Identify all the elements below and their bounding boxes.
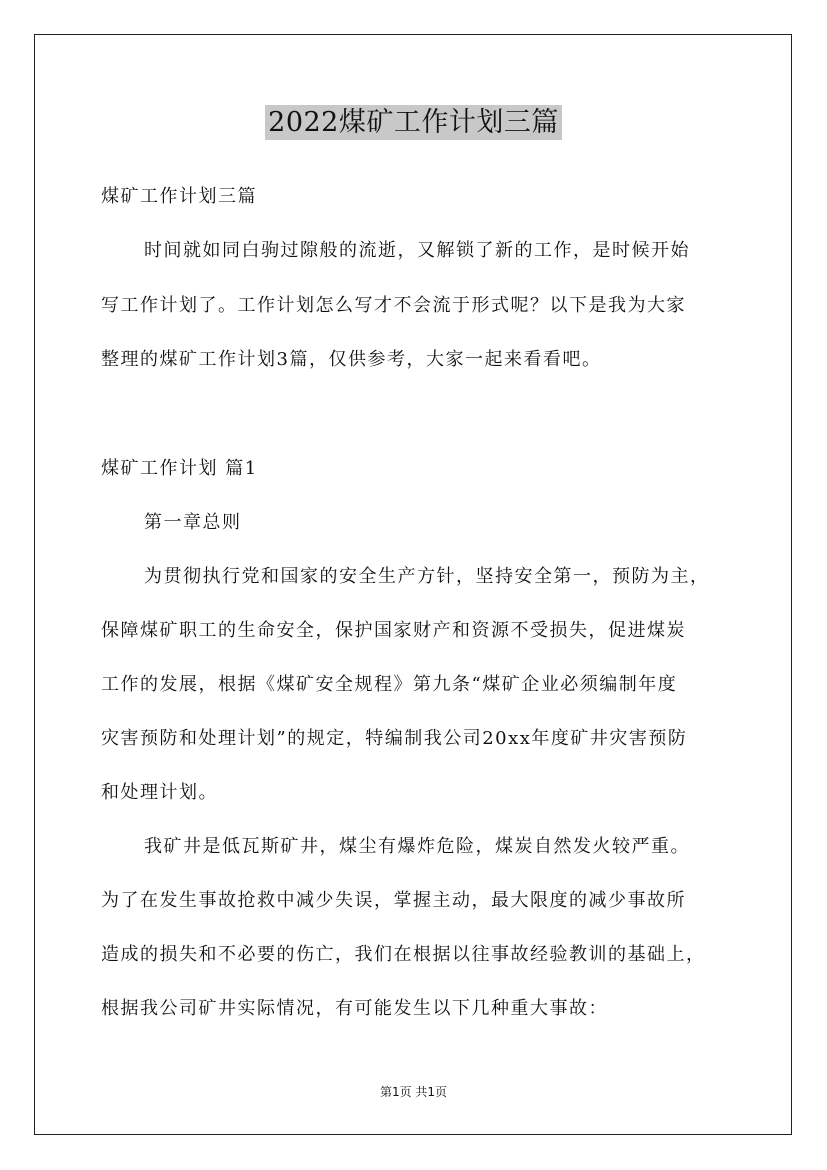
intro-line-3: 整理的煤矿工作计划3篇，仅供参考，大家一起来看看吧。 xyxy=(101,349,602,370)
para1-line-3: 工作的发展，根据《煤矿安全规程》第九条“煤矿企业必须编制年度 xyxy=(101,674,678,695)
para2-line-3: 造成的损失和不必要的伤亡，我们在根据以往事故经验教训的基础上， xyxy=(101,944,706,965)
para2-line-1: 我矿井是低瓦斯矿井，煤尘有爆炸危险，煤炭自然发火较严重。 xyxy=(144,836,690,857)
document-title: 2022煤矿工作计划三篇 xyxy=(265,105,562,140)
intro-line-2: 写工作计划了。工作计划怎么写才不会流于形式呢？以下是我为大家 xyxy=(101,295,686,316)
subtitle: 煤矿工作计划三篇 xyxy=(101,186,257,207)
section-heading: 煤矿工作计划 篇1 xyxy=(101,458,258,479)
para2-line-4: 根据我公司矿井实际情况，有可能发生以下几种重大事故： xyxy=(101,998,608,1019)
para2-line-2: 为了在发生事故抢救中减少失误，掌握主动，最大限度的减少事故所 xyxy=(101,890,686,911)
document-title-container xyxy=(0,100,827,139)
intro-line-1: 时间就如同白驹过隙般的流逝，又解锁了新的工作，是时候开始 xyxy=(144,240,690,261)
para1-line-5: 和处理计划。 xyxy=(101,782,218,803)
para1-line-2: 保障煤矿职工的生命安全，保护国家财产和资源不受损失，促进煤炭 xyxy=(101,620,686,641)
para1-line-1: 为贯彻执行党和国家的安全生产方针，坚持安全第一，预防为主， xyxy=(144,566,710,587)
para1-line-4: 灾害预防和处理计划”的规定，特编制我公司20xx年度矿井灾害预防 xyxy=(101,728,688,749)
chapter-heading: 第一章总则 xyxy=(144,512,242,533)
page-footer: 第1页 共1页 xyxy=(379,1085,448,1099)
